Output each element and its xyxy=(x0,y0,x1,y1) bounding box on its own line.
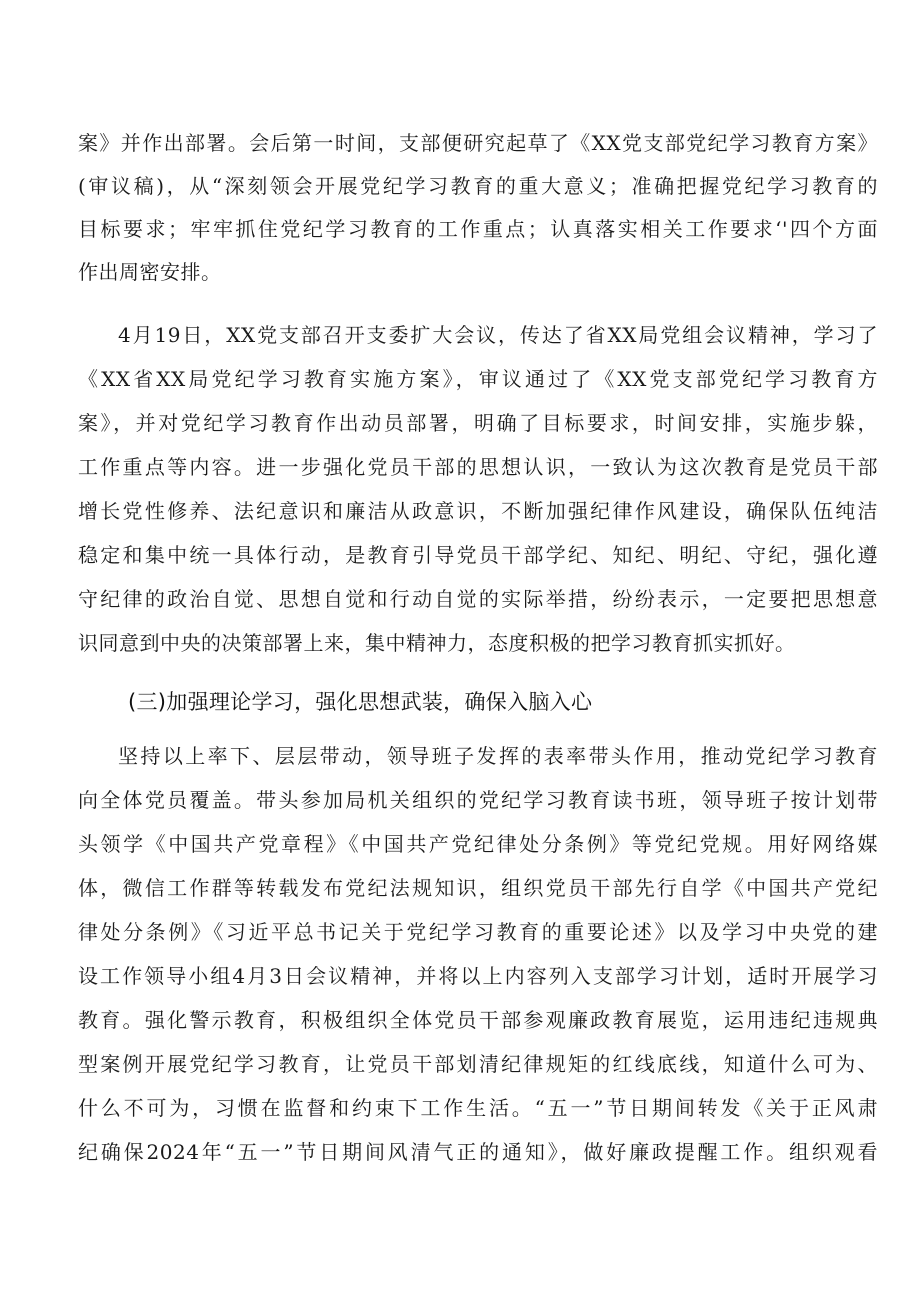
paragraph-1-line-4: 作出周密安排。 xyxy=(78,260,222,284)
paragraph-3-line-2: 向全体党员覆盖。带头参加局机关组织的党纪学习教育读书班，领导班子按计划带 xyxy=(78,788,878,812)
paragraph-3-line-7: 教育。强化警示教育，积极组织全体党员干部参观廉政教育展览，运用违纪违规典 xyxy=(78,1008,878,1032)
paragraph-3-line-10: 纪确保2024年“五一”节日期间风清气正的通知》，做好廉政提醒工作。组织观看 xyxy=(78,1140,878,1164)
section-heading-3: (三)加强理论学习，强化思想武装，确保入脑入心 xyxy=(128,690,593,714)
paragraph-3-line-5: 律处分条例》《习近平总书记关于党纪学习教育的重要论述》以及学习中央党的建 xyxy=(78,920,878,944)
paragraph-3-line-8: 型案例开展党纪学习教育，让党员干部划清纪律规矩的红线底线，知道什么可为、 xyxy=(78,1052,878,1076)
paragraph-2-line-2: 《XX省XX局党纪学习教育实施方案》，审议通过了《XX党支部党纪学习教育方 xyxy=(78,367,878,391)
paragraph-1-line-3: 目标要求；牢牢抓住党纪学习教育的工作重点；认真落实相关工作要求‘'四个方面 xyxy=(78,217,878,241)
paragraph-3-line-4: 体，微信工作群等转载发布党纪法规知识，组织党员干部先行自学《中国共产党纪 xyxy=(78,876,878,900)
paragraph-3-line-9: 什么不可为，习惯在监督和约束下工作生活。“五一”节日期间转发《关于正风肃 xyxy=(78,1096,878,1120)
paragraph-2-line-5: 增长党性修养、法纪意识和廉洁从政意识，不断加强纪律作风建设，确保队伍纯洁 xyxy=(78,499,878,523)
paragraph-3-line-3: 头领学《中国共产党章程》《中国共产党纪律处分条例》等党纪党规。用好网络媒 xyxy=(78,832,878,856)
paragraph-2-line-7: 守纪律的政治自觉、思想自觉和行动自觉的实际举措，纷纷表示，一定要把思想意 xyxy=(78,587,878,611)
paragraph-3-line-1: 坚持以上率下、层层带动，领导班子发挥的表率带头作用，推动党纪学习教育 xyxy=(118,744,878,768)
paragraph-3-line-6: 设工作领导小组4月3日会议精神，并将以上内容列入支部学习计划，适时开展学习 xyxy=(78,964,878,988)
paragraph-1-line-1: 案》并作出部署。会后第一时间，支部便研究起草了《XX党支部党纪学习教育方案》 xyxy=(78,131,878,155)
paragraph-2-line-8: 识同意到中央的决策部署上来，集中精神力，态度积极的把学习教育抓实抓好。 xyxy=(78,631,796,655)
paragraph-1-line-2: (审议稿)，从“深刻领会开展党纪学习教育的重大意义；准确把握党纪学习教育的 xyxy=(78,174,878,198)
paragraph-2-line-6: 稳定和集中统一具体行动，是教育引导党员干部学纪、知纪、明纪、守纪，强化遵 xyxy=(78,543,878,567)
paragraph-2-line-4: 工作重点等内容。进一步强化党员干部的思想认识，一致认为这次教育是党员干部 xyxy=(78,455,878,479)
paragraph-2-line-3: 案》，并对党纪学习教育作出动员部署，明确了目标要求，时间安排，实施步躲， xyxy=(78,411,878,435)
paragraph-2-line-1: 4月19日，XX党支部召开支委扩大会议，传达了省XX局党组会议精神，学习了 xyxy=(118,323,878,347)
